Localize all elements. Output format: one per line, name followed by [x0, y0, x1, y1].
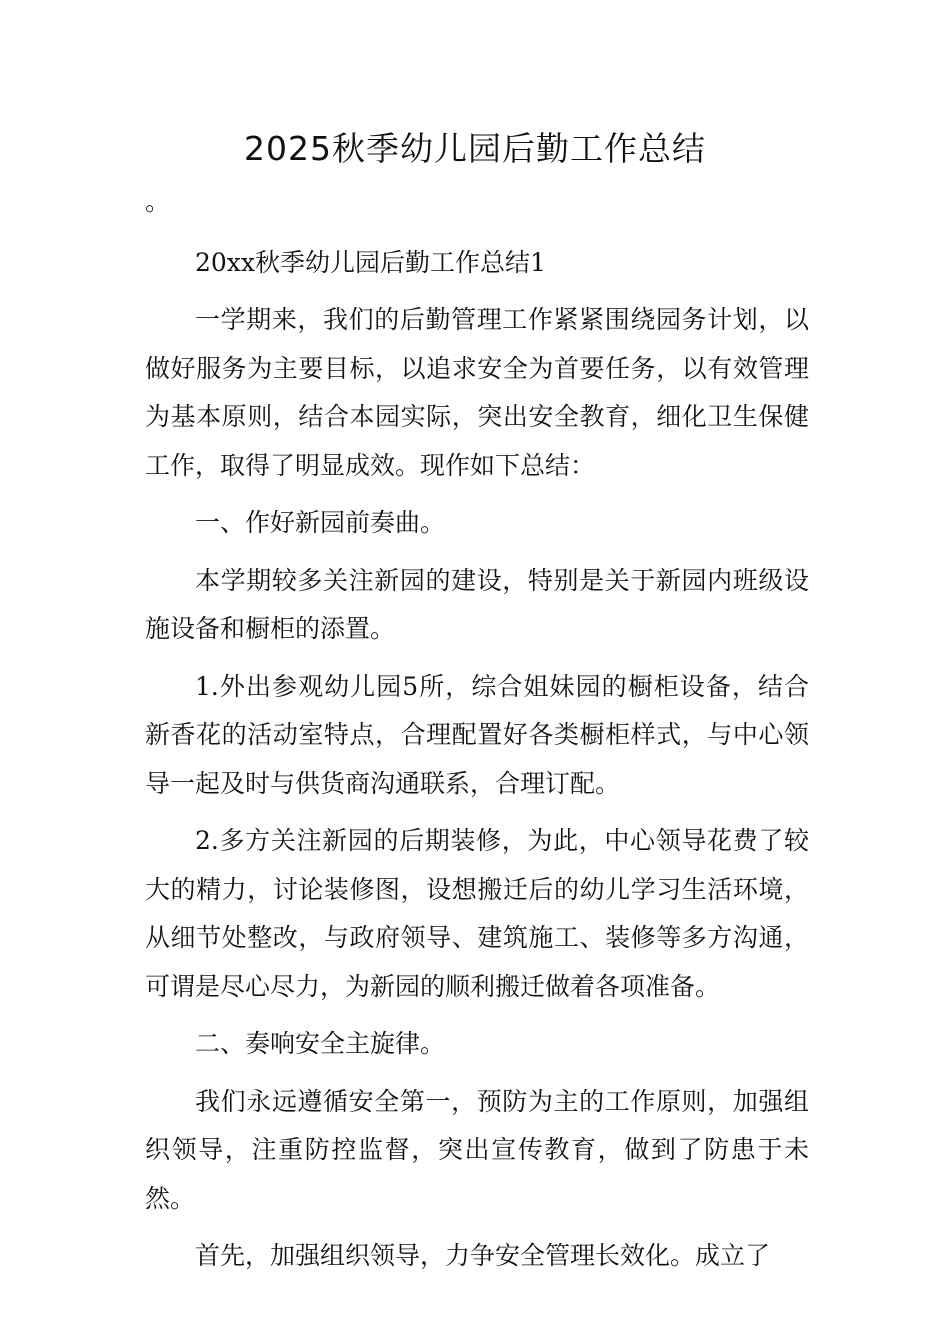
- paragraph-item-2: 2.多方关注新园的后期装修，为此，中心领导花费了较大的精力，讨论装修图，设想搬迁后的幼儿学习生活环境，从细节处整改，与政府领导、建筑施工、装修等多方沟通，可谓是尽心尽力，为新园的顺利搬迁做着各项准备。: [145, 826, 809, 1001]
- document-body: [145, 178, 809, 1290]
- paragraph-section-heading: 20xx秋季幼儿园后勤工作总结1: [195, 247, 546, 277]
- paragraph-safety-principle: 我们永远遵循安全第一，预防为主的工作原则，加强组织领导，注重防控监督，突出宣传教育，做到了防患于未然。: [145, 1086, 809, 1213]
- paragraph-item-1: 1.外出参观幼儿园5所，综合姐妹园的橱柜设备，结合新香花的活动室特点，合理配置好各类橱柜样式，与中心领导一起及时与供货商沟通联系，合理订配。: [145, 671, 809, 798]
- paragraph-organization: 首先，加强组织领导，力争安全管理长效化。成立了: [195, 1241, 771, 1270]
- paragraph-leading-mark: 。: [145, 187, 171, 216]
- paragraph-new-campus: 本学期较多关注新园的建设，特别是关于新园内班级设施设备和橱柜的添置。: [145, 565, 809, 643]
- document-title: 2025秋季幼儿园后勤工作总结: [244, 129, 706, 168]
- paragraph-heading-one: 一、作好新园前奏曲。: [195, 508, 446, 537]
- paragraph-intro: 一学期来，我们的后勤管理工作紧紧围绕园务计划，以做好服务为主要目标，以追求安全为首要任务，以有效管理为基本原则，结合本园实际，突出安全教育，细化卫生保健工作，取得了明显成效。现作如下总结：: [145, 305, 809, 480]
- paragraph-heading-two: 二、奏响安全主旋律。: [195, 1029, 446, 1058]
